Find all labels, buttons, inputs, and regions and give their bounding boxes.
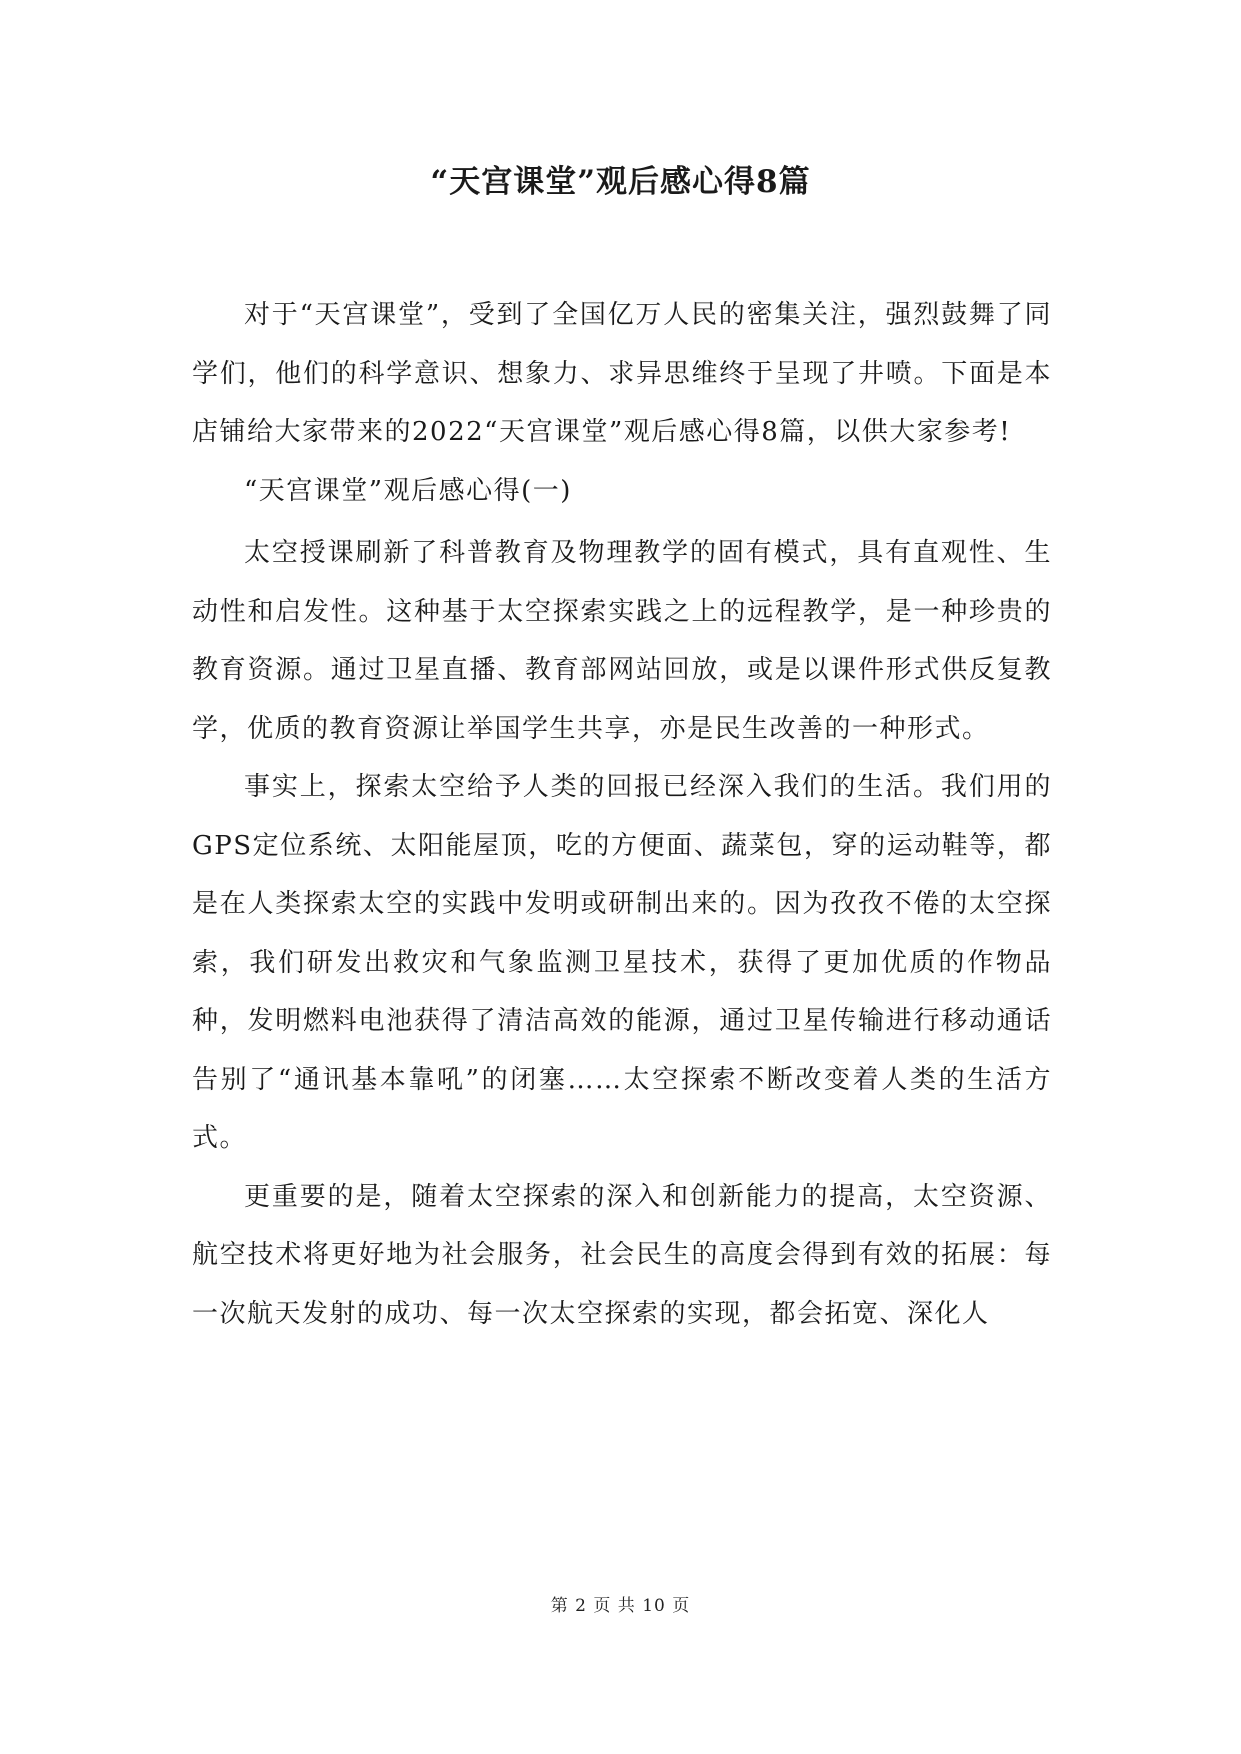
section-heading: “天宫课堂”观后感心得(一) xyxy=(244,475,572,506)
document-title: “天宫课堂”观后感心得8篇 xyxy=(430,164,811,200)
intro-paragraph: 对于“天宫课堂”，受到了全国亿万人民的密集关注，强烈鼓舞了同学们，他们的科学意识、想象力、求异思维终于呈现了井喷。下面是本店铺给大家带来的2022“天宫课堂”观后感心得8篇，以供大家参考! xyxy=(192,300,1052,447)
page-footer: 第 2 页 共 10 页 xyxy=(550,1596,691,1616)
body-paragraph-2: 事实上，探索太空给予人类的回报已经深入我们的生活。我们用的GPS定位系统、太阳能屋顶，吃的方便面、蔬菜包，穿的运动鞋等，都是在人类探索太空的实践中发明或研制出来的。因为孜孜不倦的太空探索，我们研发出救灾和气象监测卫星技术，获得了更加优质的作物品种，发明燃料电池获得了清洁高效的能源，通过卫星传输进行移动通话告别了“通讯基本靠吼”的闭塞……太空探索不断改变着人类的生活方式。 xyxy=(192,772,1052,1153)
body-paragraph-1: 太空授课刷新了科普教育及物理教学的固有模式，具有直观性、生动性和启发性。这种基于太空探索实践之上的远程教学，是一种珍贵的教育资源。通过卫星直播、教育部网站回放，或是以课件形式供反复教学，优质的教育资源让举国学生共享，亦是民生改善的一种形式。 xyxy=(192,538,1052,744)
body-paragraph-3: 更重要的是，随着太空探索的深入和创新能力的提高，太空资源、航空技术将更好地为社会服务，社会民生的高度会得到有效的拓展：每一次航天发射的成功、每一次太空探索的实现，都会拓宽、深化人 xyxy=(192,1181,1052,1329)
document-body xyxy=(192,286,1052,1343)
